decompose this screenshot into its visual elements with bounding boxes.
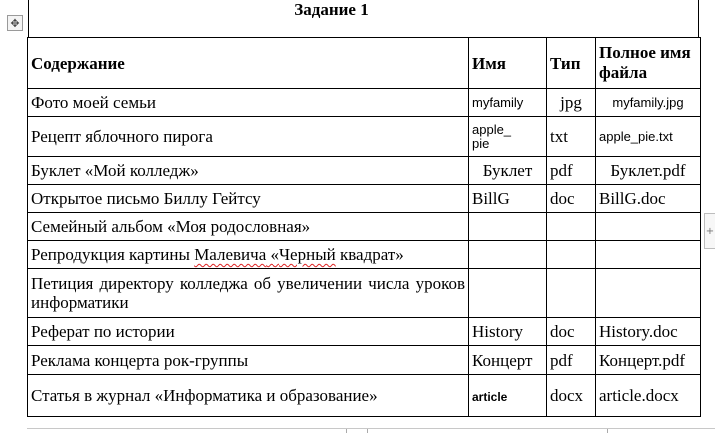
header-fullname: Полное имя файла xyxy=(596,38,701,89)
cell-content[interactable]: Семейный альбом «Моя родословная» xyxy=(28,213,469,241)
header-name: Имя xyxy=(469,38,547,89)
cell-name[interactable]: Концерт xyxy=(469,346,547,375)
cell-content[interactable]: Статья в журнал «Информатика и образование» xyxy=(28,375,469,417)
cell-content[interactable]: Открытое письмо Биллу Гейтсу xyxy=(28,185,469,213)
cell-name[interactable] xyxy=(469,269,547,318)
header-type: Тип xyxy=(547,38,596,89)
cell-name[interactable]: article xyxy=(469,375,547,417)
ruler-tick xyxy=(346,429,347,433)
cell-type[interactable] xyxy=(547,213,596,241)
cell-name[interactable]: History xyxy=(469,318,547,346)
cell-fullname[interactable]: BillG.doc xyxy=(596,185,701,213)
table-row xyxy=(28,241,701,269)
cell-name[interactable]: apple_ pie xyxy=(469,117,547,157)
cell-type[interactable]: docx xyxy=(547,375,596,417)
table-move-handle-icon[interactable]: ✥ xyxy=(7,15,23,31)
cell-type[interactable] xyxy=(547,269,596,318)
header-content: Содержание xyxy=(28,38,469,89)
cell-content[interactable]: Фото моей семьи xyxy=(28,89,469,117)
cell-type[interactable]: jpg xyxy=(547,89,596,117)
cell-fullname[interactable]: article.docx xyxy=(596,375,701,417)
content-text: квадрат» xyxy=(335,245,404,264)
cell-fullname[interactable] xyxy=(596,241,701,269)
cell-name[interactable]: BillG xyxy=(469,185,547,213)
ruler-tick xyxy=(607,429,608,433)
table-row xyxy=(28,375,701,417)
table-row xyxy=(28,117,701,157)
cell-type[interactable]: doc xyxy=(547,185,596,213)
table-row xyxy=(28,318,701,346)
content-text: « xyxy=(266,245,279,264)
cell-content[interactable]: Петиция директору колледжа об увеличении числа уроков информатики xyxy=(28,269,469,318)
cell-content[interactable] xyxy=(28,241,469,269)
table-row xyxy=(28,213,701,241)
cell-fullname[interactable]: myfamily.jpg xyxy=(596,89,701,117)
header-row xyxy=(28,38,701,89)
table-row xyxy=(28,157,701,185)
cell-fullname[interactable]: apple_pie.txt xyxy=(596,117,701,157)
ruler-tick xyxy=(367,429,368,433)
cell-fullname[interactable]: Буклет.pdf xyxy=(596,157,701,185)
cell-type[interactable]: pdf xyxy=(547,157,596,185)
cell-fullname[interactable] xyxy=(596,269,701,318)
table-row xyxy=(28,89,701,117)
cell-type[interactable]: pdf xyxy=(547,346,596,375)
cell-type[interactable] xyxy=(547,241,596,269)
title-cell xyxy=(28,0,699,37)
cell-name[interactable] xyxy=(469,241,547,269)
cell-type[interactable]: doc xyxy=(547,318,596,346)
cell-content[interactable]: Реферат по истории xyxy=(28,318,469,346)
cell-content[interactable]: Рецепт яблочного пирога xyxy=(28,117,469,157)
table-row xyxy=(28,185,701,213)
table-row xyxy=(28,346,701,375)
spellcheck-marked-word: Малевича xyxy=(194,245,267,264)
cell-fullname[interactable]: Концерт.pdf xyxy=(596,346,701,375)
cell-type[interactable]: txt xyxy=(547,117,596,157)
cell-fullname[interactable] xyxy=(596,213,701,241)
cell-content[interactable]: Реклама концерта рок-группы xyxy=(28,346,469,375)
cell-name[interactable]: Буклет xyxy=(469,157,547,185)
task-title: Задание 1 xyxy=(294,0,369,19)
files-table xyxy=(27,37,701,417)
spellcheck-marked-word: Черный xyxy=(279,245,336,264)
cell-name[interactable]: myfamily xyxy=(469,89,547,117)
table-row xyxy=(28,269,701,318)
cell-name[interactable] xyxy=(469,213,547,241)
cell-fullname[interactable]: History.doc xyxy=(596,318,701,346)
add-row-handle-icon[interactable]: + xyxy=(704,213,715,249)
cell-content[interactable]: Буклет «Мой колледж» xyxy=(28,157,469,185)
content-text: Репродукция картины xyxy=(31,245,195,264)
ruler-strip xyxy=(27,428,715,434)
